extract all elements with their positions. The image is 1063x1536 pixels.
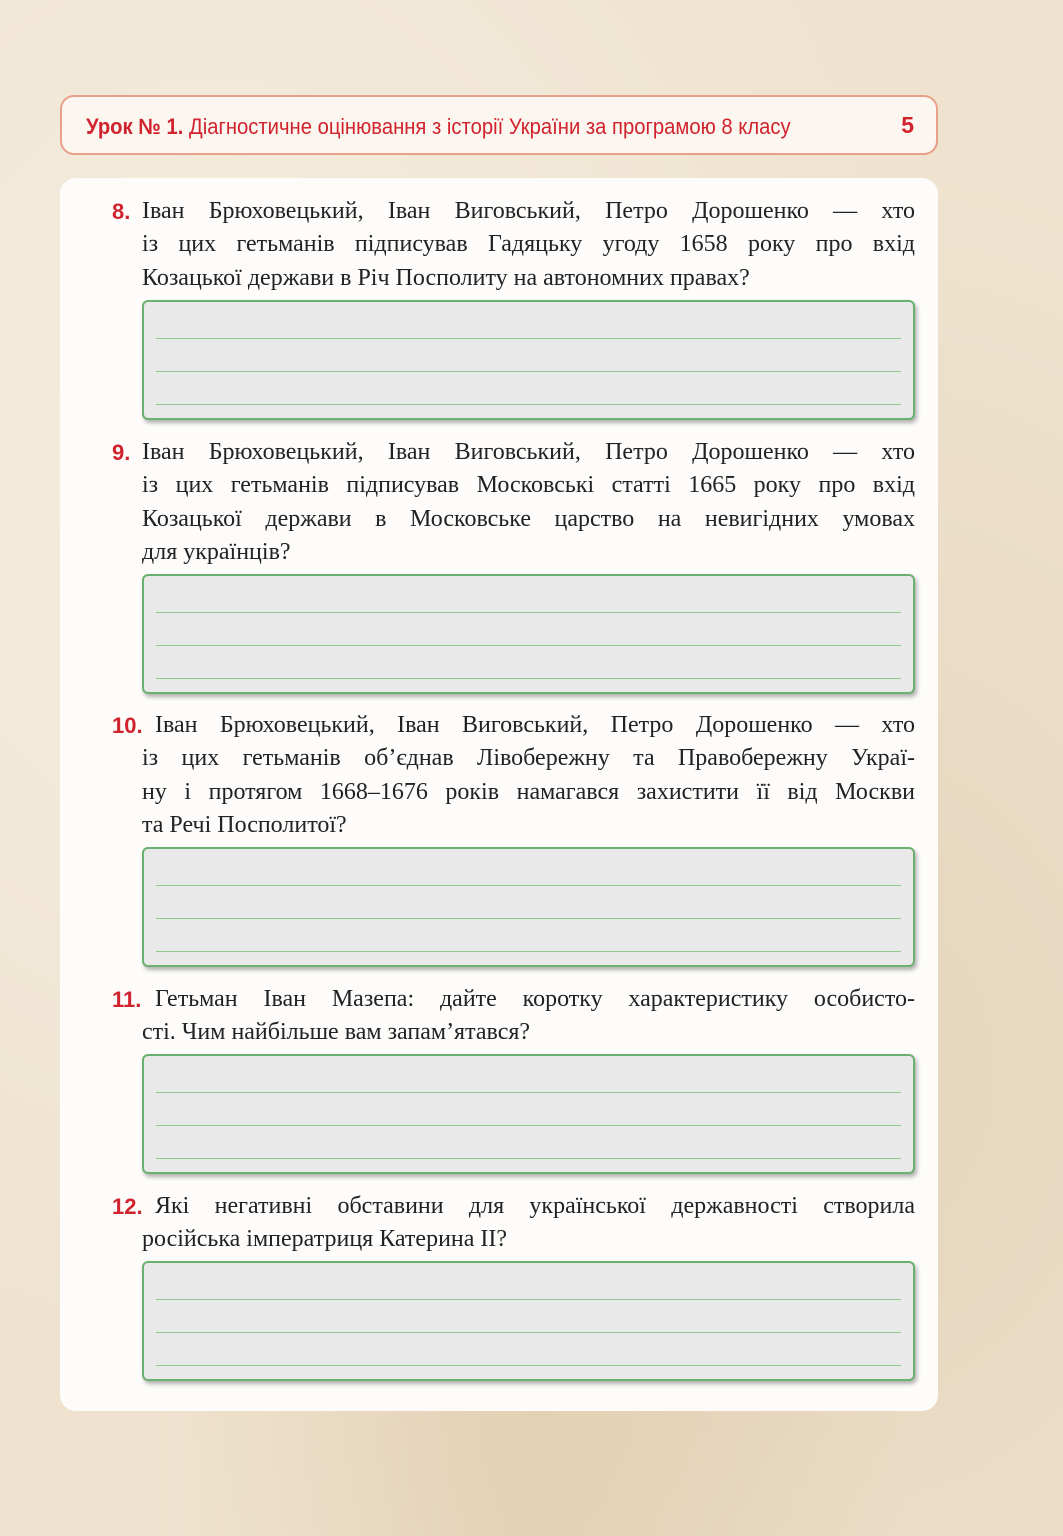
question-text-line: Іван Брюховецький, Іван Виговський, Петро Дорошенко — хто [142,198,915,224]
question-text-line: Іван Брюховецький, Іван Виговський, Петро Дорошенко — хто [142,439,915,465]
lesson-header [60,95,938,155]
question-text-line: російська імператриця Катерина ІІ? [142,1226,508,1253]
answer-line [156,951,901,952]
answer-line [156,612,901,613]
question-number: 12. [112,1194,143,1219]
lesson-title: Діагностичне оцінювання з історії України за програмою 8 класу [189,114,791,139]
answer-box[interactable] [142,574,915,694]
question-number: 8. [112,199,131,224]
question-text-line: із цих гетьманів підписував Московські статті 1665 року про вхід [142,472,915,499]
answer-line [156,918,901,919]
answer-line [156,885,901,886]
question-text-line: Які негативні обставини для української державності створила [155,1193,915,1219]
answer-line [156,1092,901,1093]
question-8 [112,195,915,295]
question-text-line: ну і протягом 1668–1676 років намагався захистити її від Москви [142,778,915,805]
answer-line [156,404,901,405]
question-text-line: та Речі Посполитої? [142,811,347,838]
answer-box[interactable] [142,1261,915,1381]
question-11 [112,983,915,1050]
answer-line [156,1125,901,1126]
question-text-line: сті. Чим найбільше вам запам’ятався? [142,1019,531,1046]
question-9 [112,436,915,569]
question-text-line: Іван Брюховецький, Іван Виговський, Петро Дорошенко — хто [155,712,915,738]
question-number: 9. [112,440,131,465]
question-number: 11. [112,987,142,1012]
answer-box[interactable] [142,1054,915,1174]
question-text-line: Козацької держави в Московське царство на невигідних умовах [142,505,915,532]
question-text-line: із цих гетьманів об’єднав Лівобережну та Правобережну Украї- [142,745,915,772]
lesson-label: Урок № 1. [86,114,184,139]
page-number: 5 [901,112,914,138]
question-12 [112,1190,915,1257]
answer-box[interactable] [142,847,915,967]
answer-box[interactable] [142,300,915,420]
answer-line [156,338,901,339]
question-number: 10. [112,713,143,738]
answer-line [156,371,901,372]
answer-line [156,678,901,679]
answer-line [156,1158,901,1159]
question-text-line: для українців? [142,538,291,565]
answer-line [156,645,901,646]
question-10 [112,709,915,842]
question-text-line: Козацької держави в Річ Посполиту на автономних правах? [142,264,750,291]
question-text-line: Гетьман Іван Мазепа: дайте коротку характеристику особисто- [155,986,915,1012]
answer-line [156,1299,901,1300]
answer-line [156,1365,901,1366]
question-text-line: із цих гетьманів підписував Гадяцьку угоду 1658 року про вхід [142,231,915,258]
answer-line [156,1332,901,1333]
